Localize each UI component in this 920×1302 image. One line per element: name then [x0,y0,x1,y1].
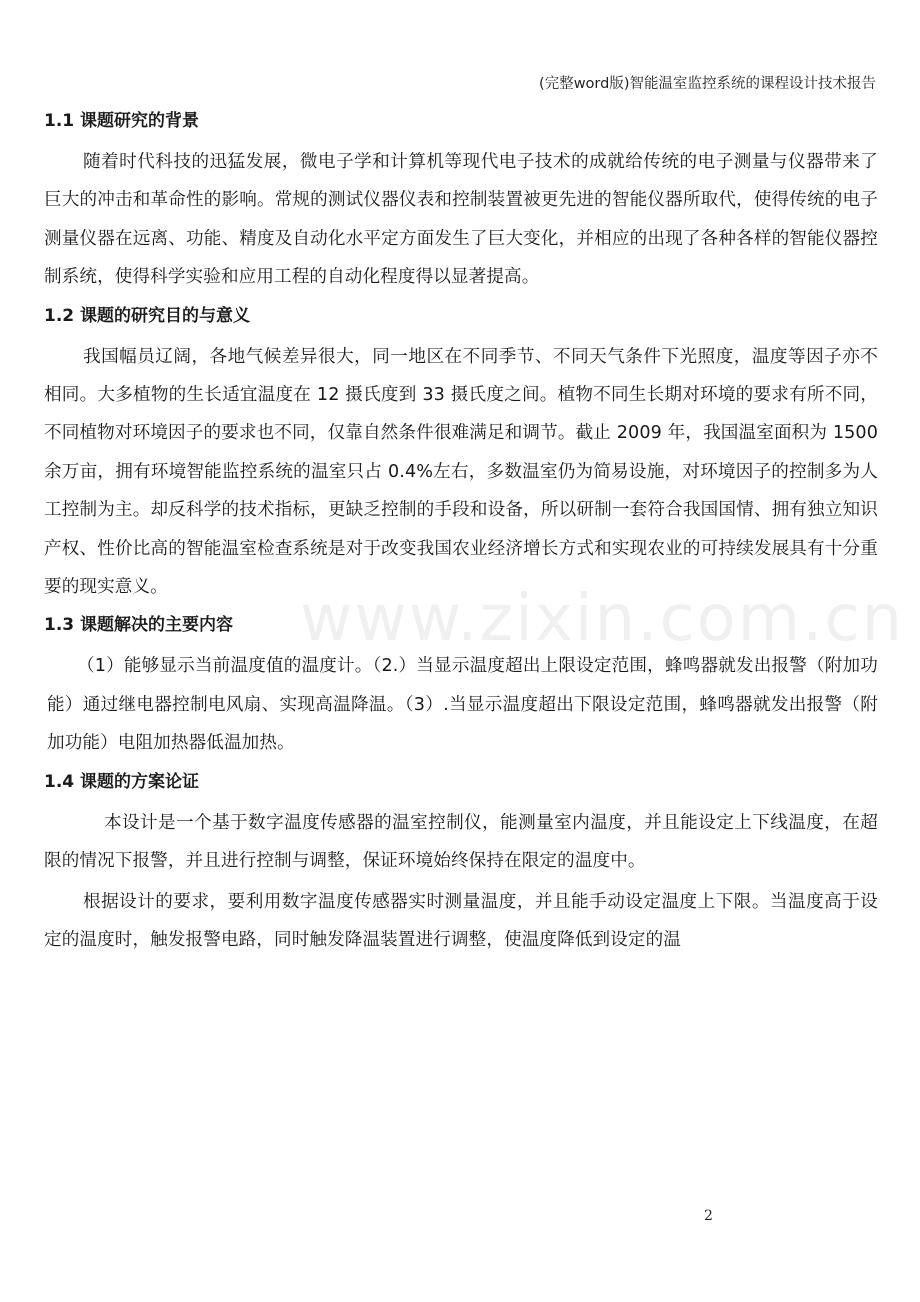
body-paragraph: 我国幅员辽阔，各地气候差异很大，同一地区在不同季节、不同天气条件下光照度，温度等因子亦不相同。大多植物的生长适宜温度在 12 摄氏度到 33 摄氏度之间。植物不同生长期对环境的要求有所不同，不同植物对环境因子的要求也不同，仅靠自然条件很难满足和调节。截止 2009 年，我国温室面积为 1500 余万亩，拥有环境智能监控系统的温室只占 0.4%左右，多数温室仍为简易设施，对环境因子的控制多为人工控制为主。却反科学的技术指标，更缺乏控制的手段和设备，所以研制一套符合我国国情、拥有独立知识产权、性价比高的智能温室检查系统是对于改变我国农业经济增长方式和实现农业的可持续发展具有十分重要的现实意义。 [44,346,878,598]
watermark: www.zixin.com.cn [300,582,905,656]
section-heading: 1.4 课题的方案论证 [44,771,200,792]
section-scheme [44,765,878,960]
body-paragraph: 根据设计的要求，要利用数字温度传感器实时测量温度，并且能手动设定温度上下限。当温度高于设定的温度时，触发报警电路，同时触发降温装置进行调整，使温度降低到设定的温 [44,891,878,950]
page-number: 2 [704,1208,713,1224]
body-paragraph: 随着时代科技的迅猛发展，微电子学和计算机等现代电子技术的成就给传统的电子测量与仪器带来了巨大的冲击和革命性的影响。常规的测试仪器仪表和控制装置被更先进的智能仪器所取代，使得传统的电子测量仪器在远离、功能、精度及自动化水平定方面发生了巨大变化，并相应的出现了各种各样的智能仪器控制系统，使得科学实验和应用工程的自动化程度得以显著提高。 [44,152,878,288]
section-heading: 1.3 课题解决的主要内容 [44,615,234,636]
section-purpose [44,299,878,607]
body-paragraph: 本设计是一个基于数字温度传感器的温室控制仪，能测量室内温度，并且能设定上下线温度，在超限的情况下报警，并且进行控制与调整，保证环境始终保持在限定的温度中。 [44,812,878,872]
body-paragraph: （1）能够显示当前温度值的温度计。（2.）当显示温度超出上限设定范围，蜂鸣器就发出报警（附加功能）通过继电器控制电风扇、实现高温降温。（3）.当显示温度超出下限设定范围，蜂鸣器就发出报警（附加功能）电阻加热器低温加热。 [47,656,878,754]
section-main-content [44,608,878,762]
document-body [44,104,878,961]
section-heading: 1.1 课题研究的背景 [44,111,200,131]
section-heading: 1.2 课题的研究目的与意义 [44,305,251,326]
running-header: (完整word版)智能温室监控系统的课程设计技术报告 [539,76,876,92]
section-background [44,104,878,297]
